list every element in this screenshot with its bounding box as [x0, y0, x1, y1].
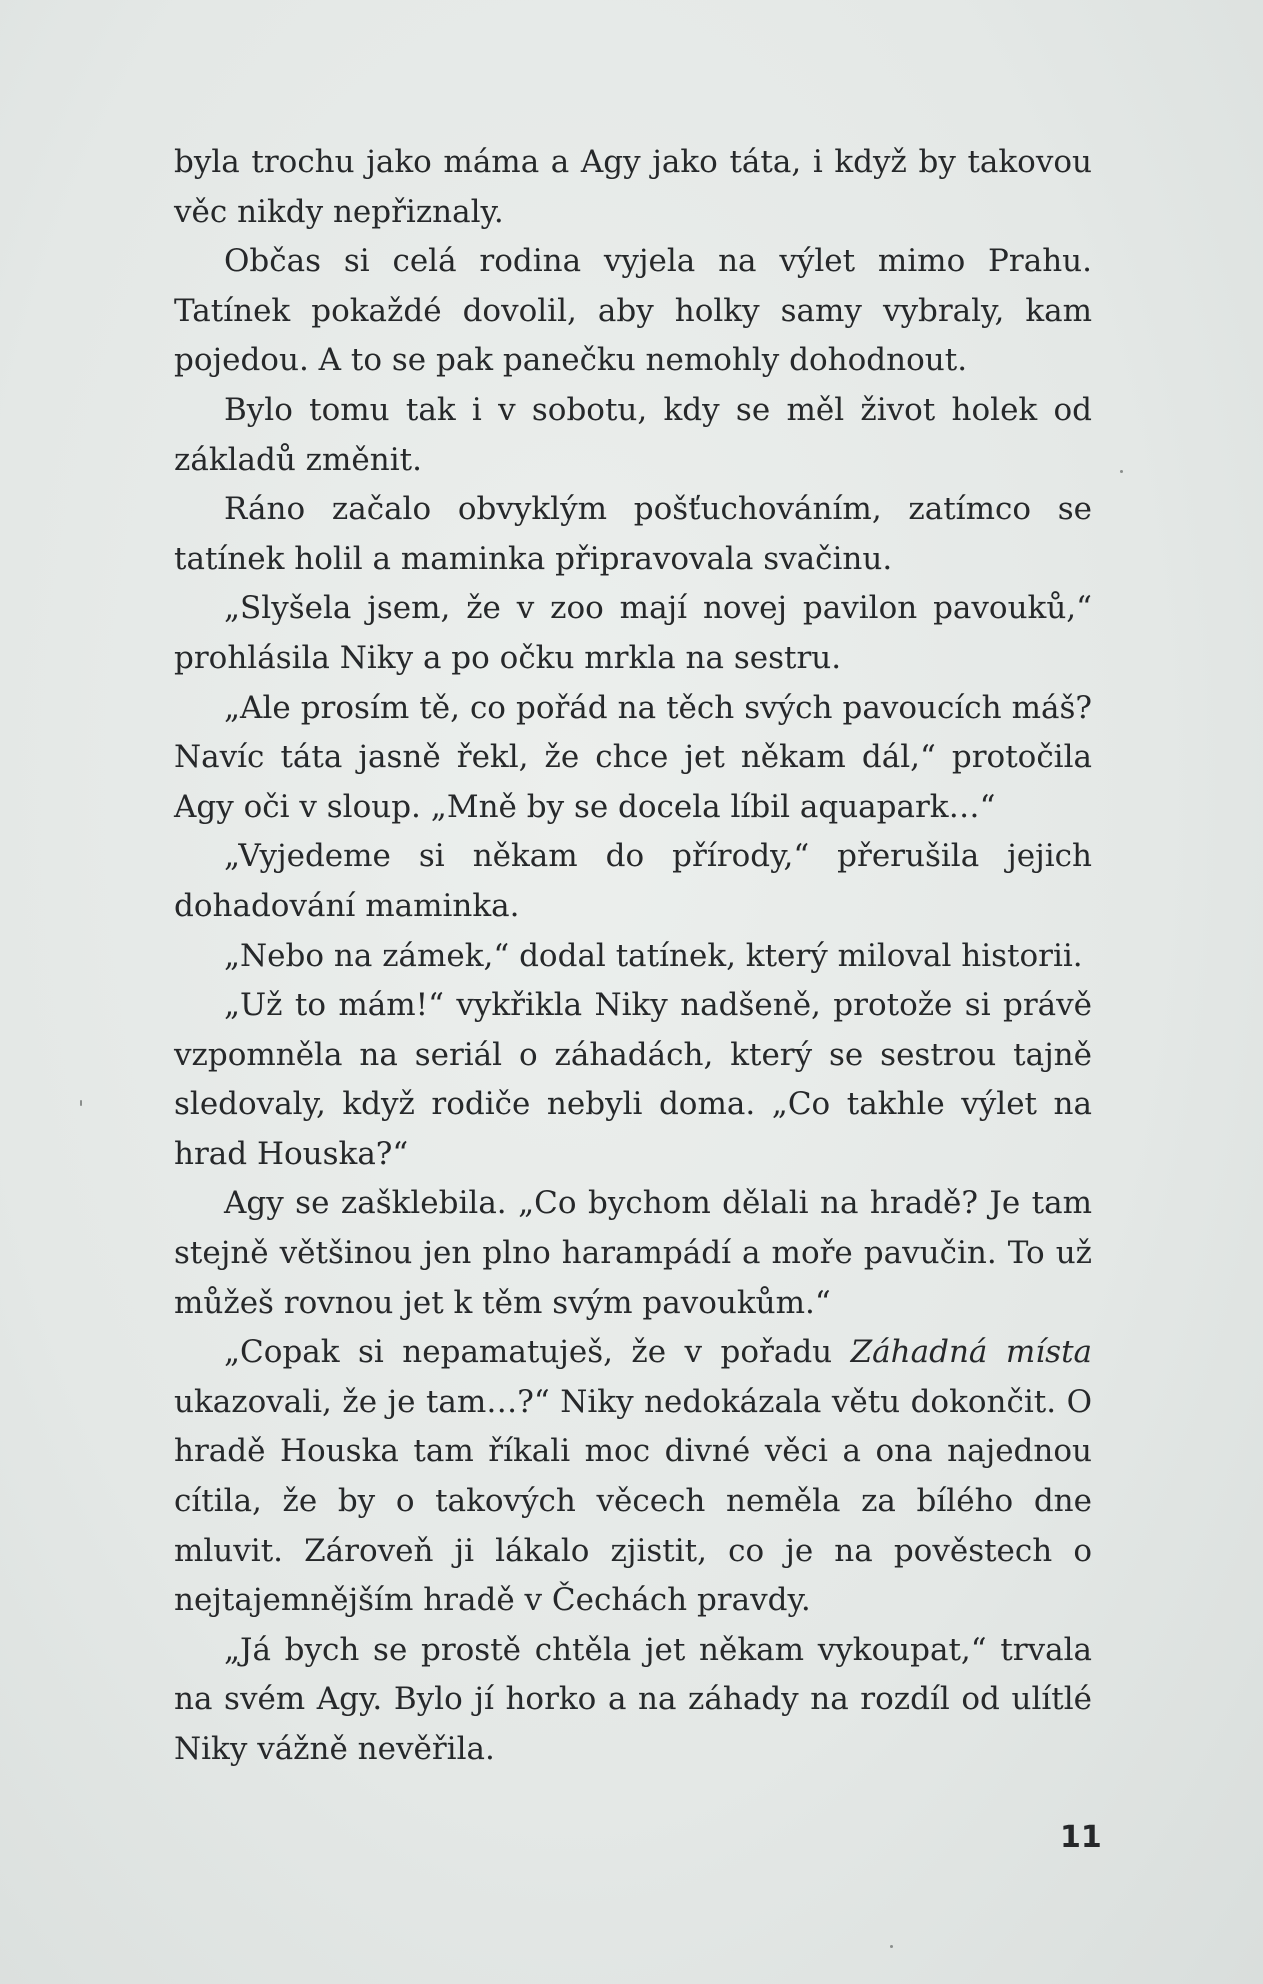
paragraph-1: byla trochu jako máma a Agy jako táta, i když by takovou věc nikdy nepřiznaly. [174, 144, 1092, 230]
paragraph-11-end: ukazovali, že je tam…?“ Niky nedokázala větu dokončit. O hradě Houska tam říkali moc divné věci a ona najednou cítila, že by o takových věcech neměla za bílého dne mluvit. Zároveň ji lákalo zjistit, co je na pověstech o nejtajemnějším hradě v Čechách pravdy. [174, 1383, 1092, 1619]
paragraph-2: Občas si celá rodina vyjela na výlet mimo Prahu. Tatínek pokaždé dovolil, aby holky samy vybraly, kam pojedou. A to se pak panečku nemohly dohodnout. [174, 243, 1092, 379]
paper-speck [80, 1100, 82, 1106]
paragraph-9: „Už to mám!“ vykřikla Niky nadšeně, protože si právě vzpomněla na seriál o záhadách, který se sestrou tajně sledovaly, když rodiče nebyli doma. „Co takhle výlet na hrad Houska?“ [174, 987, 1092, 1172]
paragraph-4: Ráno začalo obvyklým pošťuchováním, zatímco se tatínek holil a maminka připravovala svačinu. [174, 491, 1092, 577]
paragraph-6: „Ale prosím tě, co pořád na těch svých pavoucích máš? Navíc táta jasně řekl, že chce jet někam dál,“ protočila Agy oči v sloup. „Mně by se docela líbil aquapark…“ [174, 689, 1092, 825]
paragraph-8: „Nebo na zámek,“ dodal tatínek, který miloval historii. [224, 937, 1083, 974]
paragraph-5: „Slyšela jsem, že v zoo mají novej pavilon pavouků,“ prohlásila Niky a po očku mrkla na sestru. [174, 590, 1092, 676]
paragraph-3: Bylo tomu tak i v sobotu, kdy se měl život holek od základů změnit. [174, 391, 1092, 478]
paragraph-12: „Já bych se prostě chtěla jet někam vykoupat,“ trvala na svém Agy. Bylo jí horko a na záhady na rozdíl od ulítlé Niky vážně nevěřila. [174, 1631, 1092, 1767]
show-title: Záhadná místa [850, 1334, 1093, 1371]
paragraph-10: Agy se zašklebila. „Co bychom dělali na hradě? Je tam stejně většinou jen plno harampádí a moře pavučin. To už můžeš rovnou jet k těm svým pavoukům.“ [174, 1185, 1092, 1321]
page-number: 11 [1060, 1820, 1102, 1855]
paragraph-11-start: „Copak si nepamatuješ, že v pořadu [224, 1334, 851, 1371]
paper-speck [890, 1945, 893, 1948]
paper-speck [1120, 470, 1123, 473]
paragraph-11 [174, 1328, 1092, 1626]
paragraph-7: „Vyjedeme si někam do přírody,“ přerušila jejich dohadování maminka. [174, 838, 1092, 924]
body-text [174, 138, 1092, 1775]
